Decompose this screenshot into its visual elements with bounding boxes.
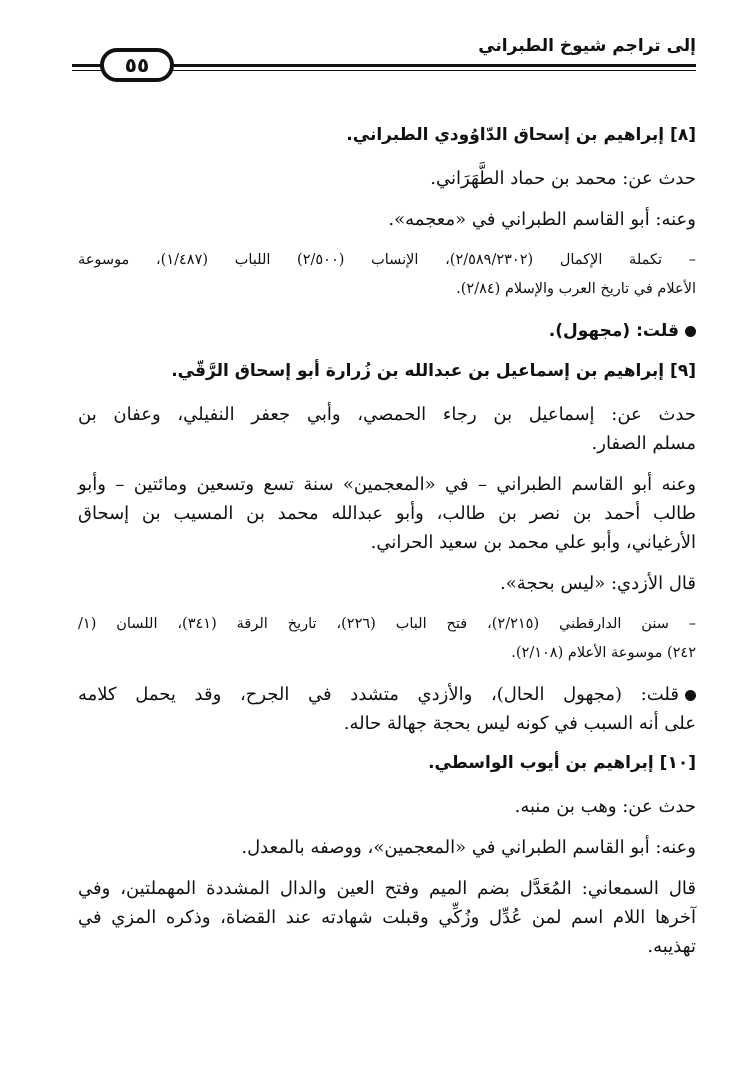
verdict-line: [78, 680, 696, 709]
narrators-line: وعنه أبو القاسم الطبراني – في «المعجمين» سنة تسع وتسعين ومائتين – وأبو: [78, 474, 696, 495]
verdict-text: قلت: (مجهول الحال)، والأزدي متشدد في الجرح، وقد يحمل كلامه: [78, 684, 679, 705]
header-rule: [172, 64, 696, 71]
entry-heading-10: [١٠] إبراهيم بن أيوب الواسطي.: [428, 753, 696, 773]
entry-heading-9: [٩] إبراهيم بن إسماعيل بن عبدالله بن زُرارة أبو إسحاق الرَّقّي.: [171, 361, 696, 381]
narrated-from-line: حدث عن: إسماعيل بن رجاء الحمصي، وأبي جعفر النفيلي، وعفان بن: [78, 404, 696, 425]
commentary-line: قال السمعاني: المُعَدَّل بضم الميم وفتح العين والدال المشددة المهملتين، وفي: [78, 878, 696, 899]
page-body: [78, 122, 696, 961]
bullet-icon: [685, 690, 696, 701]
footnote-line: – سنن الدارقطني (٢/٢١٥)، فتح الباب (٢٢٦)، تاريخ الرقة (٣٤١)، اللسان (١/: [78, 616, 696, 632]
verdict-line: [78, 316, 696, 346]
commentary-line: تهذيبه.: [647, 936, 696, 957]
narrated-from-line: حدث عن: وهب بن منبه.: [514, 796, 696, 817]
narrators-line: الأرغياني، وأبو علي محمد بن سعيد الحراني.: [370, 532, 696, 553]
narrators-line: وعنه: أبو القاسم الطبراني في «معجمه».: [388, 209, 696, 230]
commentary-line: آخرها اللام اسم لمن عُدِّل وزُكِّي وقبلت شهادته عند القضاة، وذكره المزي في: [78, 907, 696, 928]
footnote-line: ٢٤٢) موسوعة الأعلام (٢/١٠٨).: [511, 645, 696, 661]
narrators-line: وعنه: أبو القاسم الطبراني في «المعجمين»، ووصفه بالمعدل.: [241, 837, 696, 858]
narrators-line: طالب أحمد بن نصر بن طالب، وأبو عبدالله محمد بن المسيب بن إسحاق: [78, 503, 696, 524]
narrated-from-line: حدث عن: محمد بن حماد الطَّهَرَاني.: [430, 168, 696, 189]
narrated-from-line-cont: مسلم الصفار.: [591, 433, 696, 454]
page-number: ٥٥: [100, 48, 174, 82]
page-header: [72, 36, 696, 92]
bullet-icon: [685, 326, 696, 337]
entry-heading-8: [٨] إبراهيم بن إسحاق الدّاوُودي الطبراني.: [346, 125, 696, 145]
running-title: إلى تراجم شيوخ الطبراني: [478, 36, 696, 56]
footnote-line: الأعلام في تاريخ العرب والإسلام (٢/٨٤).: [456, 281, 696, 297]
verdict-text: قلت: (مجهول).: [548, 321, 679, 341]
verdict-line-cont: على أنه السبب في كونه ليس بحجة جهالة حاله.: [343, 713, 696, 734]
quote-line: قال الأزدي: «ليس بحجة».: [500, 573, 696, 594]
footnote-line: – تكملة الإكمال (٢/٥٨٩/٢٣٠٢)، الإنساب (٢/٥٠٠) اللباب (١/٤٨٧)، موسوعة: [78, 252, 696, 268]
